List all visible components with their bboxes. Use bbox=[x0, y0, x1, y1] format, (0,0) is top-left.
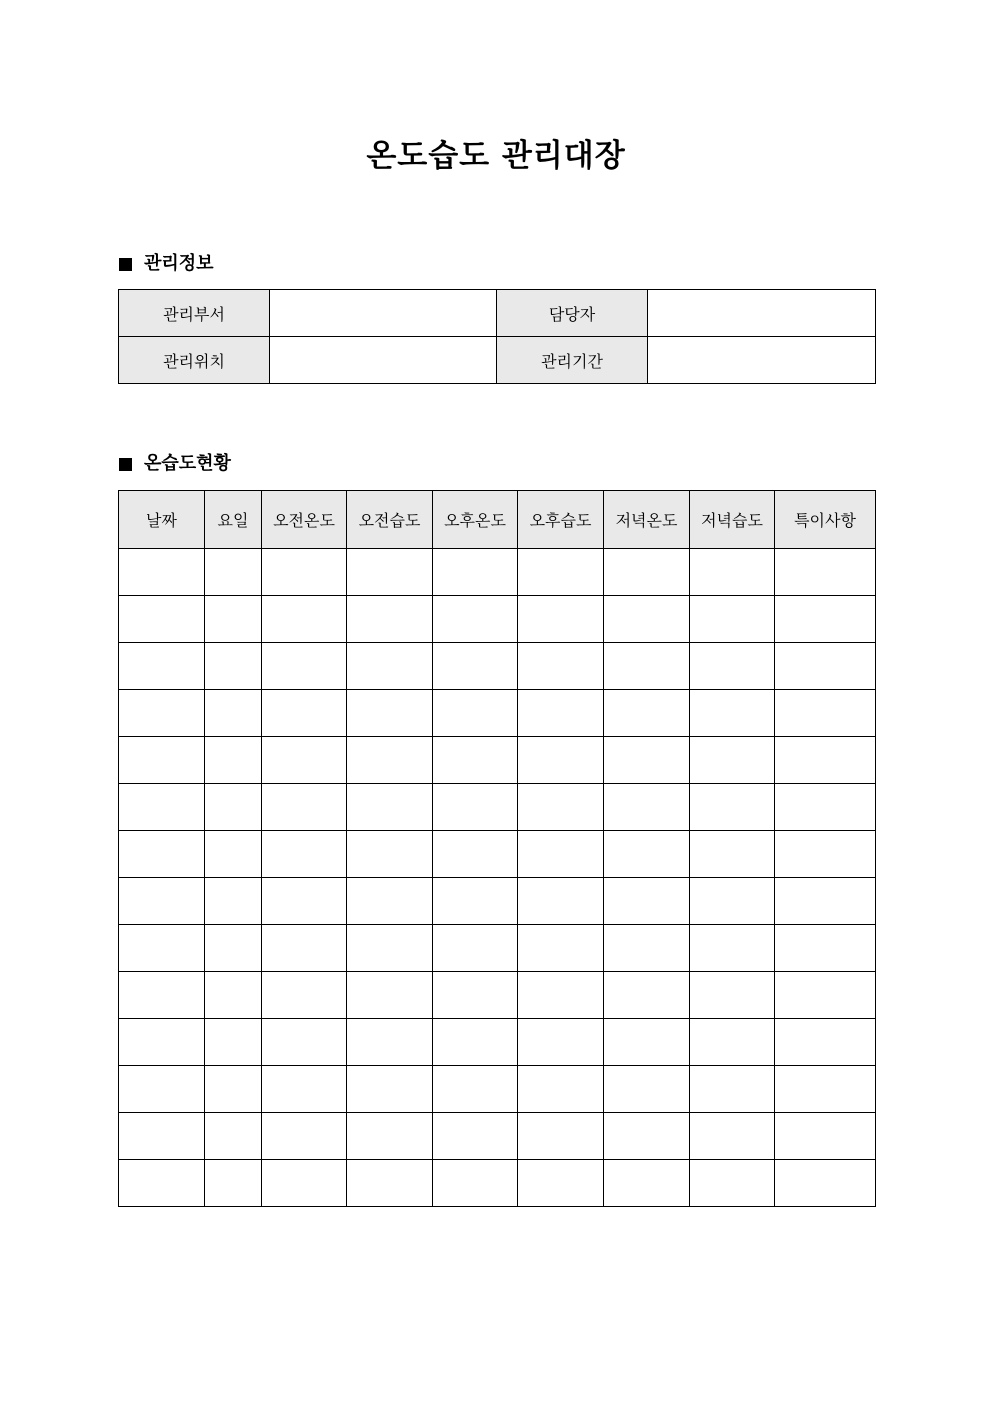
table-cell-evening-temperature[interactable] bbox=[604, 596, 690, 643]
table-header-row bbox=[119, 491, 876, 549]
table-cell-afternoon-temperature[interactable] bbox=[433, 1066, 518, 1113]
table-cell-morning-humidity[interactable] bbox=[347, 1019, 433, 1066]
table-cell-morning-humidity[interactable] bbox=[347, 690, 433, 737]
table-cell-remarks[interactable] bbox=[775, 596, 876, 643]
table-cell-evening-temperature[interactable] bbox=[604, 549, 690, 596]
table-cell-weekday[interactable] bbox=[205, 1160, 262, 1207]
column-header-afternoon-temperature: 오후온도 bbox=[433, 491, 518, 549]
info-value-manager[interactable] bbox=[648, 290, 876, 337]
table-cell-evening-humidity[interactable] bbox=[690, 1019, 775, 1066]
table-cell-morning-temperature[interactable] bbox=[262, 643, 347, 690]
info-row bbox=[119, 290, 876, 337]
table-cell-morning-humidity[interactable] bbox=[347, 784, 433, 831]
table-cell-evening-temperature[interactable] bbox=[604, 925, 690, 972]
table-cell-remarks[interactable] bbox=[775, 784, 876, 831]
table-cell-evening-humidity[interactable] bbox=[690, 1066, 775, 1113]
table-cell-morning-temperature[interactable] bbox=[262, 784, 347, 831]
column-header-weekday: 요일 bbox=[205, 491, 262, 549]
table-cell-morning-humidity[interactable] bbox=[347, 831, 433, 878]
table-cell-morning-humidity[interactable] bbox=[347, 878, 433, 925]
table-cell-evening-temperature[interactable] bbox=[604, 784, 690, 831]
column-header-evening-temperature: 저녁온도 bbox=[604, 491, 690, 549]
table-cell-evening-humidity[interactable] bbox=[690, 643, 775, 690]
table-cell-morning-humidity[interactable] bbox=[347, 643, 433, 690]
table-cell-morning-humidity[interactable] bbox=[347, 596, 433, 643]
table-cell-date[interactable] bbox=[119, 690, 205, 737]
table-cell-morning-temperature[interactable] bbox=[262, 549, 347, 596]
info-value-location[interactable] bbox=[270, 337, 497, 384]
table-cell-remarks[interactable] bbox=[775, 972, 876, 1019]
table-cell-date[interactable] bbox=[119, 878, 205, 925]
table-cell-morning-temperature[interactable] bbox=[262, 1113, 347, 1160]
table-row bbox=[119, 972, 876, 1019]
table-cell-evening-temperature[interactable] bbox=[604, 878, 690, 925]
table-cell-morning-temperature[interactable] bbox=[262, 690, 347, 737]
table-cell-remarks[interactable] bbox=[775, 878, 876, 925]
table-row bbox=[119, 549, 876, 596]
table-cell-afternoon-temperature[interactable] bbox=[433, 784, 518, 831]
table-cell-afternoon-temperature[interactable] bbox=[433, 1160, 518, 1207]
table-cell-evening-temperature[interactable] bbox=[604, 1019, 690, 1066]
table-body bbox=[119, 549, 876, 1207]
section-heading-label: 관리정보 bbox=[144, 253, 214, 274]
table-cell-afternoon-temperature[interactable] bbox=[433, 972, 518, 1019]
table-cell-morning-temperature[interactable] bbox=[262, 972, 347, 1019]
table-cell-date[interactable] bbox=[119, 784, 205, 831]
table-cell-weekday[interactable] bbox=[205, 643, 262, 690]
table-cell-weekday[interactable] bbox=[205, 1066, 262, 1113]
table-row bbox=[119, 1066, 876, 1113]
table-cell-evening-temperature[interactable] bbox=[604, 1160, 690, 1207]
table-cell-afternoon-humidity[interactable] bbox=[518, 643, 604, 690]
table-cell-afternoon-humidity[interactable] bbox=[518, 549, 604, 596]
table-row bbox=[119, 925, 876, 972]
table-row bbox=[119, 1113, 876, 1160]
table-cell-afternoon-temperature[interactable] bbox=[433, 643, 518, 690]
table-cell-evening-humidity[interactable] bbox=[690, 690, 775, 737]
table-cell-evening-humidity[interactable] bbox=[690, 878, 775, 925]
info-row bbox=[119, 337, 876, 384]
table-cell-afternoon-humidity[interactable] bbox=[518, 784, 604, 831]
table-cell-evening-temperature[interactable] bbox=[604, 643, 690, 690]
table-cell-afternoon-humidity[interactable] bbox=[518, 925, 604, 972]
table-cell-remarks[interactable] bbox=[775, 1066, 876, 1113]
table-cell-morning-temperature[interactable] bbox=[262, 1019, 347, 1066]
table-cell-evening-humidity[interactable] bbox=[690, 1113, 775, 1160]
table-cell-morning-temperature[interactable] bbox=[262, 878, 347, 925]
table-cell-afternoon-temperature[interactable] bbox=[433, 831, 518, 878]
table-row bbox=[119, 1160, 876, 1207]
table-row bbox=[119, 831, 876, 878]
table-row bbox=[119, 690, 876, 737]
table-cell-afternoon-humidity[interactable] bbox=[518, 831, 604, 878]
table-cell-evening-humidity[interactable] bbox=[690, 784, 775, 831]
table-cell-remarks[interactable] bbox=[775, 1160, 876, 1207]
table-cell-evening-temperature[interactable] bbox=[604, 1066, 690, 1113]
management-info-table bbox=[118, 289, 876, 384]
table-cell-morning-humidity[interactable] bbox=[347, 737, 433, 784]
table-cell-afternoon-humidity[interactable] bbox=[518, 1160, 604, 1207]
table-cell-date[interactable] bbox=[119, 925, 205, 972]
table-cell-afternoon-humidity[interactable] bbox=[518, 690, 604, 737]
column-header-morning-humidity: 오전습도 bbox=[347, 491, 433, 549]
table-cell-afternoon-humidity[interactable] bbox=[518, 1019, 604, 1066]
table-cell-afternoon-temperature[interactable] bbox=[433, 737, 518, 784]
table-cell-evening-humidity[interactable] bbox=[690, 972, 775, 1019]
table-cell-morning-humidity[interactable] bbox=[347, 549, 433, 596]
column-header-morning-temperature: 오전온도 bbox=[262, 491, 347, 549]
info-value-department[interactable] bbox=[270, 290, 497, 337]
table-cell-remarks[interactable] bbox=[775, 1019, 876, 1066]
table-cell-weekday[interactable] bbox=[205, 737, 262, 784]
table-row bbox=[119, 1019, 876, 1066]
table-cell-remarks[interactable] bbox=[775, 831, 876, 878]
column-header-date: 날짜 bbox=[119, 491, 205, 549]
table-cell-afternoon-humidity[interactable] bbox=[518, 1113, 604, 1160]
table-cell-remarks[interactable] bbox=[775, 737, 876, 784]
table-cell-remarks[interactable] bbox=[775, 925, 876, 972]
table-cell-date[interactable] bbox=[119, 549, 205, 596]
table-cell-remarks[interactable] bbox=[775, 690, 876, 737]
table-row bbox=[119, 596, 876, 643]
table-cell-weekday[interactable] bbox=[205, 878, 262, 925]
square-bullet-icon bbox=[119, 258, 132, 271]
table-cell-weekday[interactable] bbox=[205, 831, 262, 878]
table-cell-evening-humidity[interactable] bbox=[690, 549, 775, 596]
table-cell-morning-temperature[interactable] bbox=[262, 1066, 347, 1113]
table-cell-date[interactable] bbox=[119, 737, 205, 784]
column-header-remarks: 특이사항 bbox=[775, 491, 876, 549]
section-heading-label: 온습도현황 bbox=[144, 453, 231, 474]
table-cell-morning-temperature[interactable] bbox=[262, 596, 347, 643]
table-cell-evening-humidity[interactable] bbox=[690, 596, 775, 643]
table-cell-afternoon-temperature[interactable] bbox=[433, 925, 518, 972]
table-cell-date[interactable] bbox=[119, 1066, 205, 1113]
table-cell-morning-temperature[interactable] bbox=[262, 925, 347, 972]
table-cell-afternoon-humidity[interactable] bbox=[518, 1066, 604, 1113]
temperature-humidity-table bbox=[118, 490, 876, 1207]
table-cell-morning-temperature[interactable] bbox=[262, 831, 347, 878]
table-cell-evening-humidity[interactable] bbox=[690, 925, 775, 972]
table-cell-morning-temperature[interactable] bbox=[262, 1160, 347, 1207]
section-heading-management-info bbox=[119, 251, 214, 277]
table-row bbox=[119, 643, 876, 690]
table-cell-date[interactable] bbox=[119, 1113, 205, 1160]
table-cell-weekday[interactable] bbox=[205, 690, 262, 737]
table-cell-afternoon-temperature[interactable] bbox=[433, 596, 518, 643]
table-cell-evening-temperature[interactable] bbox=[604, 831, 690, 878]
table-cell-remarks[interactable] bbox=[775, 549, 876, 596]
page-title: 온도습도 관리대장 bbox=[366, 138, 626, 174]
table-cell-afternoon-temperature[interactable] bbox=[433, 690, 518, 737]
table-cell-afternoon-temperature[interactable] bbox=[433, 878, 518, 925]
table-cell-date[interactable] bbox=[119, 643, 205, 690]
table-cell-evening-temperature[interactable] bbox=[604, 1113, 690, 1160]
table-cell-evening-humidity[interactable] bbox=[690, 737, 775, 784]
column-header-afternoon-humidity: 오후습도 bbox=[518, 491, 604, 549]
table-cell-weekday[interactable] bbox=[205, 972, 262, 1019]
table-cell-afternoon-temperature[interactable] bbox=[433, 1019, 518, 1066]
table-cell-evening-temperature[interactable] bbox=[604, 972, 690, 1019]
table-cell-afternoon-humidity[interactable] bbox=[518, 737, 604, 784]
table-cell-weekday[interactable] bbox=[205, 549, 262, 596]
table-cell-evening-humidity[interactable] bbox=[690, 1160, 775, 1207]
info-label-department: 관리부서 bbox=[119, 290, 270, 337]
table-cell-afternoon-temperature[interactable] bbox=[433, 549, 518, 596]
table-cell-morning-humidity[interactable] bbox=[347, 1113, 433, 1160]
table-cell-date[interactable] bbox=[119, 596, 205, 643]
table-cell-afternoon-humidity[interactable] bbox=[518, 972, 604, 1019]
square-bullet-icon bbox=[119, 458, 132, 471]
table-cell-afternoon-temperature[interactable] bbox=[433, 1113, 518, 1160]
table-cell-evening-temperature[interactable] bbox=[604, 690, 690, 737]
table-row bbox=[119, 784, 876, 831]
table-cell-weekday[interactable] bbox=[205, 1113, 262, 1160]
table-cell-weekday[interactable] bbox=[205, 925, 262, 972]
table-row bbox=[119, 737, 876, 784]
column-header-evening-humidity: 저녁습도 bbox=[690, 491, 775, 549]
table-cell-morning-humidity[interactable] bbox=[347, 1160, 433, 1207]
table-cell-evening-temperature[interactable] bbox=[604, 737, 690, 784]
table-cell-morning-humidity[interactable] bbox=[347, 1066, 433, 1113]
table-cell-remarks[interactable] bbox=[775, 643, 876, 690]
section-heading-status bbox=[119, 451, 231, 477]
table-cell-date[interactable] bbox=[119, 972, 205, 1019]
table-cell-date[interactable] bbox=[119, 1019, 205, 1066]
table-cell-weekday[interactable] bbox=[205, 596, 262, 643]
table-cell-evening-humidity[interactable] bbox=[690, 831, 775, 878]
table-cell-weekday[interactable] bbox=[205, 1019, 262, 1066]
table-cell-morning-humidity[interactable] bbox=[347, 972, 433, 1019]
table-cell-morning-humidity[interactable] bbox=[347, 925, 433, 972]
table-cell-remarks[interactable] bbox=[775, 1113, 876, 1160]
table-cell-afternoon-humidity[interactable] bbox=[518, 878, 604, 925]
info-label-period: 관리기간 bbox=[497, 337, 648, 384]
table-cell-morning-temperature[interactable] bbox=[262, 737, 347, 784]
table-cell-date[interactable] bbox=[119, 1160, 205, 1207]
table-cell-afternoon-humidity[interactable] bbox=[518, 596, 604, 643]
table-cell-date[interactable] bbox=[119, 831, 205, 878]
info-label-manager: 담당자 bbox=[497, 290, 648, 337]
table-cell-weekday[interactable] bbox=[205, 784, 262, 831]
table-row bbox=[119, 878, 876, 925]
info-value-period[interactable] bbox=[648, 337, 876, 384]
info-label-location: 관리위치 bbox=[119, 337, 270, 384]
